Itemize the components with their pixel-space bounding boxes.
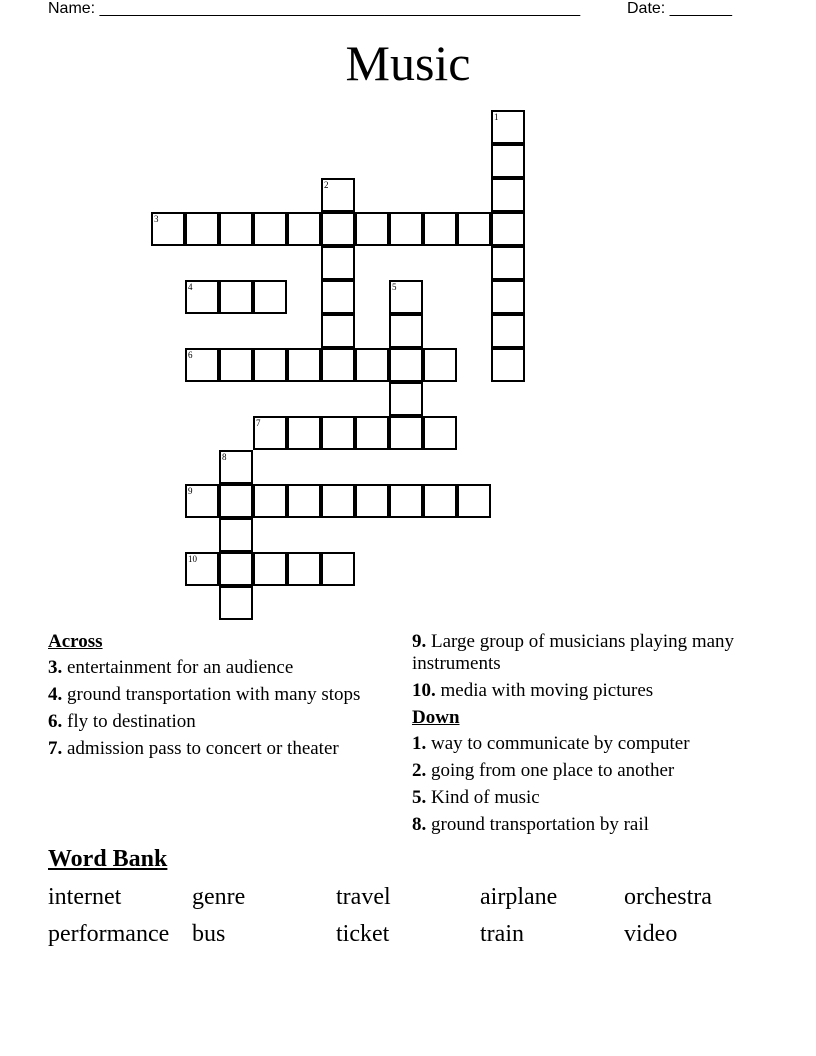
across-clue: 4. ground transportation with many stops [48,684,361,705]
word-bank-word: internet [48,884,122,910]
crossword-cell[interactable] [389,280,423,314]
clue-number: 1 [494,112,499,122]
crossword-cell[interactable] [491,314,525,348]
down-heading: Down [412,707,460,728]
crossword-cell[interactable] [491,110,525,144]
crossword-cell[interactable] [287,552,321,586]
down-clue: 1. way to communicate by computer [412,733,690,754]
crossword-cell[interactable] [219,348,253,382]
clue-number: 4 [188,282,193,292]
crossword-cell[interactable] [321,348,355,382]
crossword-cell[interactable] [219,552,253,586]
word-bank-word: video [624,921,678,947]
crossword-cell[interactable] [423,416,457,450]
crossword-cell[interactable] [457,212,491,246]
across-heading: Across [48,631,103,652]
word-bank-word: genre [192,884,246,910]
crossword-cell[interactable] [423,212,457,246]
down-clue: 2. going from one place to another [412,760,675,781]
clue-number: 9 [188,486,193,496]
across-clue: 6. fly to destination [48,711,196,732]
crossword-cell[interactable] [287,212,321,246]
crossword-cell[interactable] [219,280,253,314]
crossword-cell[interactable] [491,178,525,212]
crossword-cell[interactable] [389,348,423,382]
crossword-cell[interactable] [491,246,525,280]
crossword-cell[interactable] [321,484,355,518]
date-field-label: Date: _______ [627,0,732,17]
word-bank-word: performance [48,921,170,947]
crossword-cell[interactable] [219,212,253,246]
clue-number: 7 [256,418,261,428]
crossword-cell[interactable] [287,416,321,450]
clues-right-column [412,631,752,841]
crossword-cell[interactable] [185,212,219,246]
word-bank-title: Word Bank [48,846,168,872]
crossword-cell[interactable] [219,484,253,518]
crossword-cell[interactable] [253,484,287,518]
crossword-cell[interactable] [389,212,423,246]
crossword-cell[interactable] [185,348,219,382]
word-bank-word: ticket [336,921,390,947]
crossword-cell[interactable] [355,348,389,382]
crossword-cell[interactable] [219,450,253,484]
crossword-cell[interactable] [185,280,219,314]
crossword-cell[interactable] [321,280,355,314]
clue-number: 6 [188,350,193,360]
crossword-cell[interactable] [185,484,219,518]
crossword-cell[interactable] [457,484,491,518]
crossword-cell[interactable] [355,416,389,450]
crossword-cell[interactable] [321,552,355,586]
across-clue: 10. media with moving pictures [412,680,654,701]
page-title: Music [345,35,471,91]
crossword-cell[interactable] [389,416,423,450]
crossword-cell[interactable] [151,212,185,246]
clue-number: 5 [392,282,397,292]
crossword-cell[interactable] [287,484,321,518]
down-clue: 8. ground transportation by rail [412,814,649,835]
crossword-cell[interactable] [423,348,457,382]
word-bank-word: orchestra [624,884,712,910]
crossword-cell[interactable] [389,484,423,518]
crossword-cell[interactable] [253,348,287,382]
across-clue: 9. Large group of musicians playing many instruments [412,631,735,674]
crossword-cell[interactable] [219,518,253,552]
crossword-cell[interactable] [321,212,355,246]
crossword-cell[interactable] [355,212,389,246]
word-bank-word: train [480,921,524,947]
crossword-cell[interactable] [423,484,457,518]
crossword-cell[interactable] [219,586,253,620]
crossword-cell[interactable] [321,246,355,280]
crossword-cell[interactable] [491,212,525,246]
word-bank [48,884,768,948]
across-clue: 7. admission pass to concert or theater [48,738,339,759]
down-clue: 5. Kind of music [412,787,540,808]
clue-number: 3 [154,214,159,224]
clue-number: 2 [324,180,329,190]
clues-left-column [48,631,378,765]
crossword-cell[interactable] [389,382,423,416]
crossword-cell[interactable] [389,314,423,348]
crossword-cell[interactable] [253,416,287,450]
clue-number: 10 [188,554,197,564]
name-field-label: Name: ______________________________________________________ [48,0,581,17]
crossword-cell[interactable] [185,552,219,586]
crossword-cell[interactable] [355,484,389,518]
across-clue: 3. entertainment for an audience [48,657,294,678]
crossword-cell[interactable] [253,280,287,314]
crossword-cell[interactable] [253,552,287,586]
crossword-cell[interactable] [321,178,355,212]
crossword-cell[interactable] [253,212,287,246]
crossword-cell[interactable] [491,280,525,314]
crossword-cell[interactable] [287,348,321,382]
crossword-cell[interactable] [491,348,525,382]
crossword-cell[interactable] [321,416,355,450]
crossword-cell[interactable] [321,314,355,348]
word-bank-word: bus [192,921,226,947]
word-bank-word: airplane [480,884,558,910]
crossword-cell[interactable] [491,144,525,178]
clue-number: 8 [222,452,227,462]
word-bank-word: travel [336,884,391,910]
